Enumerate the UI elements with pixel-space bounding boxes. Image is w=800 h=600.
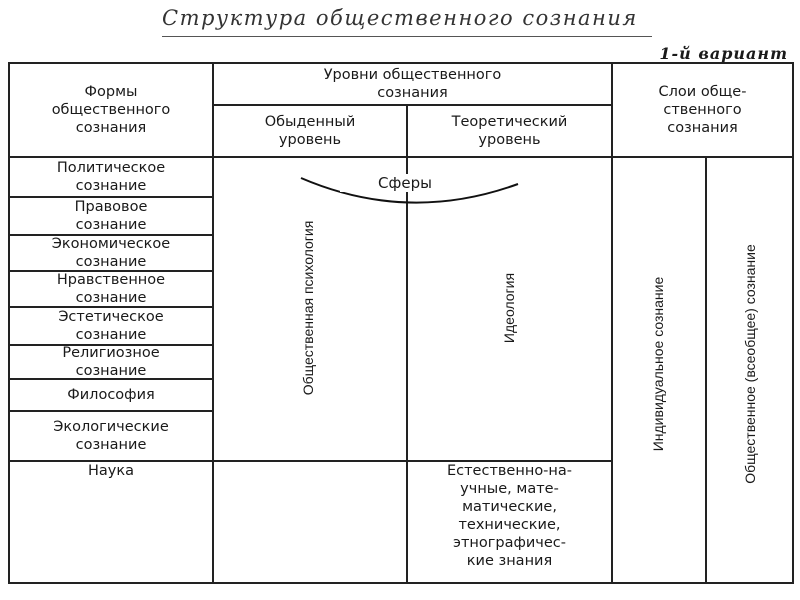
header-everyday: Обыденный уровень [264,114,356,148]
spheres-label: Сферы [340,174,470,192]
form-moral: Нравственное сознание [56,272,166,306]
title-underline [162,36,652,37]
form-legal: Правовое сознание [74,199,148,233]
structure-table [8,62,794,584]
divider-layers-inner [705,156,707,582]
header-theoretical: Теоретический уровень [451,114,568,148]
form-economic: Экономическое сознание [51,236,171,270]
page-title: Структура общественного сознания [162,6,638,30]
social-psychology-label: Общественная психология [300,220,316,396]
form-philosophy: Философия [67,387,155,403]
form-ecological: Экологические сознание [53,419,169,453]
header-forms: Формы общественного сознания [51,84,171,136]
public-consciousness-label: Общественное (всеобщее) сознание [742,244,758,484]
header-layers: Слои обще- ственного сознания [658,84,747,136]
form-aesthetic: Эстетическое сознание [58,309,164,343]
header-levels: Уровни общественного сознания [323,67,502,101]
science-knowledge: Естественно-на- учные, мате- матические, технические, этнографичес- кие знания [446,463,573,569]
form-science: Наука [87,463,134,479]
form-religious: Религиозное сознание [62,345,160,379]
form-political: Политическое сознание [56,160,166,194]
ideology-label: Идеология [501,272,517,344]
variant-label: 1-й вариант [659,44,788,63]
individual-consciousness-label: Индивидуальное сознание [650,276,666,452]
